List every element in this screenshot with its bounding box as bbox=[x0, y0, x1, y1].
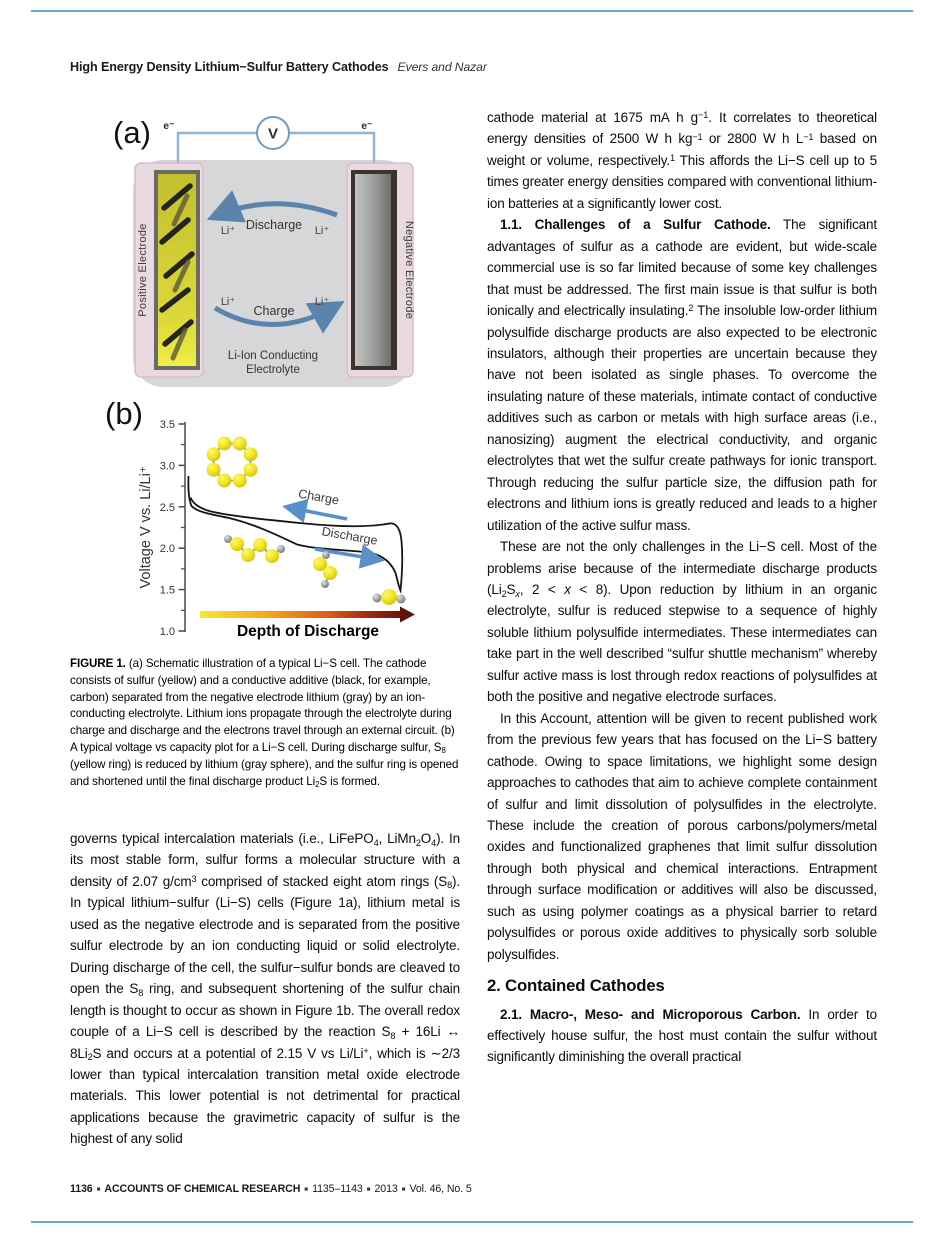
figure1-panel-a bbox=[70, 100, 460, 390]
charge-annotation bbox=[289, 487, 347, 519]
footer-separator-icon: ■ bbox=[401, 1185, 406, 1193]
li2s2-icon bbox=[313, 551, 337, 588]
footer-separator-icon: ■ bbox=[304, 1185, 309, 1193]
y-axis bbox=[179, 422, 186, 632]
svg-text:3.5: 3.5 bbox=[159, 419, 175, 431]
svg-text:1.5: 1.5 bbox=[159, 584, 175, 597]
depth-of-discharge-arrow bbox=[200, 607, 415, 623]
negative-electrode-label: Negative Electrode bbox=[403, 220, 415, 320]
svg-text:2.0: 2.0 bbox=[159, 543, 175, 556]
positive-electrode-label: Positive Electrode bbox=[137, 223, 149, 317]
footer-separator-icon: ■ bbox=[366, 1185, 371, 1193]
li-ion-label: Li⁺ bbox=[220, 296, 236, 308]
journal-name: ACCOUNTS OF CHEMICAL RESEARCH bbox=[104, 1183, 301, 1195]
svg-text:1.0: 1.0 bbox=[159, 626, 175, 638]
body-paragraph: 2.1. Macro-, Meso- and Microporous Carbon. In order to effectively house sulfur, the host must contain the sulfur without significantly diminishing the overall practical bbox=[487, 1006, 877, 1065]
y-axis-title: Voltage V vs. Li/Li⁺ bbox=[138, 465, 154, 589]
page-number: 1136 bbox=[70, 1183, 93, 1195]
footer-separator-icon: ■ bbox=[96, 1185, 101, 1193]
running-head-title: High Energy Density Lithium−Sulfur Battery Cathodes bbox=[70, 60, 389, 74]
positive-electrode bbox=[135, 163, 203, 377]
top-page-rule bbox=[31, 10, 913, 12]
panel-b-label: (b) bbox=[105, 396, 143, 431]
charge-label: Charge bbox=[253, 304, 295, 318]
electrolyte-label-line1: Li-Ion Conducting bbox=[227, 350, 319, 362]
running-head-authors: Evers and Nazar bbox=[397, 60, 487, 74]
section-heading-contained-cathodes: 2. Contained Cathodes bbox=[487, 976, 665, 996]
s8-ring-icon bbox=[207, 437, 258, 488]
svg-text:3.0: 3.0 bbox=[159, 460, 175, 473]
charge-label: Charge bbox=[297, 486, 341, 508]
body-paragraph: In this Account, attention will be given to recent published work from the previous few years that has focused on the Li−S battery cathode. Owing to space limitations, we highlight some design approaches to cathodes that aim to achieve complete containment of sulfur and limit dissolution of polysulfides in the electrolyte. These include the creation of porous carbons/polymers/metal oxides and functionalized graphenes that limit sulfur dissolution through both physical and chemical interactions. Entrapment through surface modification or additives will also be discussed, such as using polymer coatings as a physical barrier to retard polysulfides or porous oxide additives to physically sorb soluble polysulfides. bbox=[487, 710, 877, 962]
electron-label-right: e⁻ bbox=[361, 120, 373, 132]
body-paragraph: These are not the only challenges in the Li−S cell. Most of the problems arise because of the intermediate discharge products ($Li_2S_x$, 2 < x < 8). Upon reduction by lithium in an organic electrolyte, sulfur is reduced stepwise to a sequence of highly soluble lithium polysulfide intermediates. These intermediates can take part in the well described “sulfur shuttle mechanism” whereby sulfur active mass is lost through redox reactions of polysulfides at both the positive and negative electrode surfaces. bbox=[487, 539, 877, 705]
figure1-caption: FIGURE 1. (a) Schematic illustration of a typical Li−S cell. The cathode consists of sulfur (yellow) and a conductive additive (black, for example, carbon) separated from the negative electrode lithium (gray) by an ion-conducting electrolyte. Lithium ions propagate through the electrolyte during charge and discharge and the electrons travel through an external circuit. (b) A typical voltage vs capacity plot for a Li−S cell. During discharge sulfur, $S_8$ (yellow ring) is reduced by lithium (gray sphere), and the sulfur ring is opened and shortened until the final discharge product $Li_2S$ is formed. bbox=[70, 657, 459, 789]
discharge-label: Discharge bbox=[245, 218, 303, 232]
volume-issue: Vol. 46, No. 5 bbox=[409, 1183, 472, 1195]
electrolyte-label-line2: Electrolyte bbox=[246, 364, 300, 376]
y-tick-labels bbox=[160, 419, 175, 638]
polysulfide-chain-icon bbox=[224, 535, 285, 563]
x-axis-title: Depth of Discharge bbox=[236, 623, 380, 640]
running-head bbox=[70, 60, 874, 74]
left-column bbox=[70, 828, 460, 1150]
body-paragraph: governs typical intercalation materials (i.e., LiFePO$_4$, $LiMn_2O_4$). In its most stable form, sulfur forms a molecular structure with a density of 2.07 $g/cm^3$ comprised of stacked eight atom rings $(S_8)$. In typical lithium−sulfur (Li−S) cells (Figure 1a), lithium metal is used as the negative electrode and is separated from the positive sulfur electrode by an ion conducting liquid or solid electrolyte. During discharge of the cell, the sulfur−sulfur bonds are cleaved to open the $S_8$ ring, and subsequent shortening of the sulfur chain length is thought to occur as shown in Figure 1b. The overall redox couple of a Li−S cell is described by the reaction $S_8 + 16Li$ ↔ $8Li_2S$ and occurs at a potential of 2.15 V vs Li/Li+, which is ∼2/3 lower than typical intercalation transition metal oxide electrode materials. This lower potential is not detrimental for practical applications because the gravimetric capacity of sulfur is the highest of any solid bbox=[70, 831, 461, 1147]
li-ion-label: Li⁺ bbox=[314, 296, 330, 308]
body-paragraph: 1.1. Challenges of a Sulfur Cathode. The significant advantages of sulfur as a cathode are evident, but wide-scale commercial use is so far limited because of some key challenges that must be addressed. The first main issue is that sulfur is both ionically and electrically insulating.$^2$ The insoluble low-order lithium polysulfide discharge products are also expected to be electronic insulators, although their properties are uncertain because they have not been isolated as single phases. To overcome the insulating nature of these materials, intimate contact of conductive additives such as carbon or metals with high surface areas (i.e., nanosizing) augment the electrical conductivity, and organic electrolytes that wet the sulfur create pathways for ionic transport. Through reducing the sulfur particle size, the diffusion path for electrons and lithium ions is greatly reduced and leads to a higher utilization of the active sulfur mass. bbox=[487, 217, 877, 533]
svg-text:2.5: 2.5 bbox=[159, 501, 175, 514]
year: 2013 bbox=[374, 1183, 398, 1195]
discharge-label: Discharge bbox=[320, 524, 379, 548]
figure1-panel-b bbox=[70, 392, 460, 650]
electron-label-left: e⁻ bbox=[163, 120, 175, 132]
bottom-page-rule bbox=[31, 1221, 913, 1223]
page-footer bbox=[70, 1183, 890, 1195]
voltmeter-label: V bbox=[267, 125, 279, 143]
right-column bbox=[487, 107, 877, 1068]
page-range: 1135–1143 bbox=[312, 1183, 363, 1195]
li-ion-label: Li⁺ bbox=[220, 225, 236, 237]
li-ion-label: Li⁺ bbox=[314, 225, 330, 237]
panel-a-label: (a) bbox=[113, 115, 151, 150]
negative-electrode bbox=[347, 163, 415, 377]
body-paragraph: cathode material at 1675 mA h $g^{-1}$. It correlates to theoretical energy densities of 2500 W h $kg^{-1}$ or 2800 W h $L^{-1}$ based on weight or volume, respectively.$^1$ This affords the Li−S cell up to 5 times greater energy densities compared with conventional lithium-ion batteries at a significantly lower cost. bbox=[487, 110, 878, 211]
external-circuit bbox=[163, 117, 374, 163]
